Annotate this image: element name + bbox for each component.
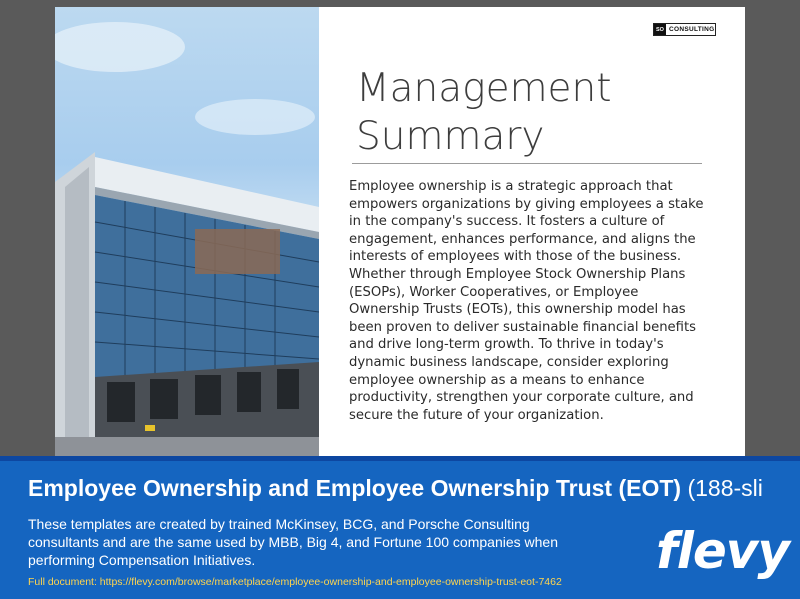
summary-body: Employee ownership is a strategic approach that empowers organizations by giving employees a stake in the company's success. It fosters a culture of engagement, enhances performance, and aligns the interests of employees with those of the business. Whether through Employee Stock Ownership Plans (ESOPs), Worker Cooperatives, or Employee Ownership Trusts (EOTs), this ownership model has been proven to deliver sustainable financial benefits and drive long-term growth. To thrive in today's dynamic business landscape, consider exploring employee ownership as a means to enhance productivity, strengthen your corporate culture, and secure the future of your organization.	[349, 179, 704, 423]
brand-mark: SO	[654, 24, 666, 35]
title-line-2: Summary	[356, 114, 545, 159]
building-illustration	[55, 7, 319, 456]
flevy-logo[interactable]: flevy	[656, 522, 789, 580]
title-line-1: Management	[356, 66, 612, 111]
document-banner	[0, 456, 800, 599]
building-photo	[55, 7, 319, 456]
document-title-main: Employee Ownership and Employee Ownership Trust (EOT)	[28, 475, 682, 501]
title-divider	[352, 163, 702, 164]
slide-title	[356, 65, 716, 161]
document-title	[28, 475, 763, 502]
banner-top-strip	[0, 456, 800, 461]
slide	[55, 7, 745, 456]
document-description: These templates are created by trained McKinsey, BCG, and Porsche Consulting consultants and are the same used by MBB, Big 4, and Fortune 100 companies when performing Compensation Initiatives.	[28, 516, 558, 568]
full-document-link[interactable]: Full document: https://flevy.com/browse/marketplace/employee-ownership-and-employee-ownership-trust-eot-7462	[28, 576, 562, 588]
document-title-suffix: (188-sli	[681, 475, 763, 501]
brand-name: CONSULTING	[669, 26, 715, 33]
consulting-brand-logo	[653, 23, 716, 36]
